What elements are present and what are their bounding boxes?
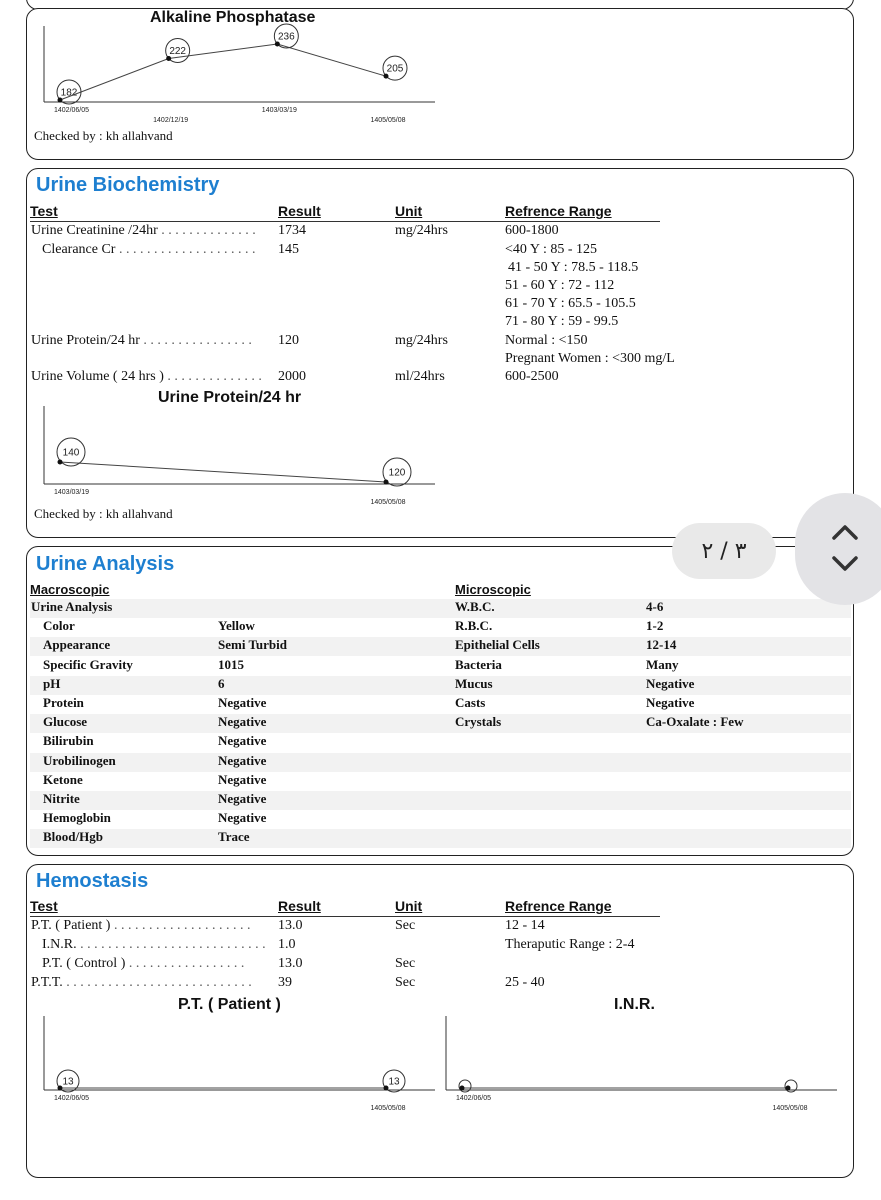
hem-header-range: Refrence Range (505, 898, 612, 914)
urine-analysis-title: Urine Analysis (36, 553, 175, 575)
macro-item-name: Blood/Hgb (43, 829, 103, 844)
table-row-range: Pregnant Women : <300 mg/L (505, 351, 675, 366)
macro-item-value: Semi Turbid (218, 637, 288, 652)
macro-item-value: Yellow (218, 618, 255, 633)
table-row-result: 120 (278, 333, 299, 348)
data-point (384, 480, 389, 485)
micro-item-value: Ca-Oxalate : Few (646, 714, 744, 729)
table-row-test: Urine Volume ( 24 hrs ) . . . . . . . . . . . . . . (31, 369, 262, 384)
urine-protein-chart-title: Urine Protein/24 hr (158, 389, 302, 406)
pt-chart-title: P.T. ( Patient ) (178, 996, 281, 1013)
x-tick-label: 1405/05/08 (370, 499, 406, 506)
micro-item-value: 1-2 (646, 618, 664, 633)
micro-item-name: W.B.C. (455, 599, 495, 614)
table-row (30, 753, 851, 772)
pager-divider-line (776, 546, 796, 547)
data-point (786, 1086, 791, 1091)
table-row-test: Clearance Cr . . . . . . . . . . . . . . . . . . . . (42, 242, 256, 257)
data-point (460, 1086, 465, 1091)
microscopic-header: Microscopic (455, 582, 531, 597)
urine-analysis-group-label: Urine Analysis (31, 599, 113, 614)
macro-item-value: 6 (218, 676, 225, 691)
table-row (30, 676, 851, 695)
table-row-result: 39 (278, 975, 292, 990)
macro-item-name: Color (43, 618, 75, 633)
pt-chart (30, 1010, 450, 1120)
x-tick-label: 1402/06/05 (54, 1095, 90, 1102)
alkaline-chart-title: Alkaline Phosphatase (150, 9, 316, 26)
table-row (30, 599, 851, 618)
data-label: 13 (388, 1076, 400, 1088)
table-row-range: 600-2500 (505, 369, 559, 384)
urine-biochem-title: Urine Biochemistry (36, 174, 220, 196)
micro-item-name: Mucus (455, 676, 493, 691)
data-point (58, 460, 63, 465)
macro-item-value: Negative (218, 772, 267, 787)
micro-item-name: R.B.C. (455, 618, 493, 633)
macro-item-name: Specific Gravity (43, 657, 133, 672)
series-line (60, 462, 386, 482)
macro-item-value: Trace (218, 829, 250, 844)
table-row-result: 1.0 (278, 937, 296, 952)
x-tick-label: 1405/05/08 (370, 1105, 406, 1112)
x-tick-label: 1402/06/05 (54, 107, 90, 114)
hemostasis-title: Hemostasis (36, 870, 149, 892)
page-indicator[interactable]: ٣ / ٢ (672, 523, 776, 579)
ub-header-unit: Unit (395, 203, 423, 219)
micro-item-value: Negative (646, 695, 695, 710)
table-row-test: Urine Creatinine /24hr . . . . . . . . . . . . . . (31, 223, 256, 238)
ub-header-test: Test (30, 203, 58, 219)
micro-item-value: 12-14 (646, 637, 677, 652)
micro-item-value: 4-6 (646, 599, 664, 614)
data-label: 13 (62, 1076, 74, 1088)
data-label: 222 (169, 46, 187, 58)
table-row-unit: mg/24hrs (395, 333, 448, 348)
micro-item-name: Bacteria (455, 657, 502, 672)
x-tick-label: 1403/03/19 (261, 107, 297, 114)
table-row-unit: mg/24hrs (395, 223, 448, 238)
x-tick-label: 1402/12/19 (153, 117, 189, 124)
data-label: 205 (386, 63, 404, 75)
macro-item-name: Hemoglobin (43, 810, 111, 825)
table-row (30, 791, 851, 810)
table-row-test: P.T.T. . . . . . . . . . . . . . . . . . . . . . . . . . . . (31, 975, 252, 990)
table-row-range: 61 - 70 Y : 65.5 - 105.5 (505, 296, 636, 311)
macro-item-value: Negative (218, 733, 267, 748)
data-label: 140 (62, 447, 80, 459)
table-row (30, 637, 851, 656)
macro-item-value: Negative (218, 810, 267, 825)
macroscopic-header: Macroscopic (30, 582, 110, 597)
table-row-test: P.T. ( Patient ) . . . . . . . . . . . . . . . . . . . . (31, 918, 251, 933)
micro-item-name: Casts (455, 695, 486, 710)
x-tick-label: 1405/05/08 (370, 117, 406, 124)
table-row-test: Urine Protein/24 hr . . . . . . . . . . . . . . . . (31, 333, 252, 348)
table-row-unit: ml/24hrs (395, 369, 445, 384)
table-row-range: Normal : <150 (505, 333, 588, 348)
table-row-range: 25 - 40 (505, 975, 545, 990)
macro-item-name: Urobilinogen (43, 753, 116, 768)
urine-protein-chart (30, 400, 450, 510)
macro-item-value: Negative (218, 753, 267, 768)
table-row-result: 145 (278, 242, 299, 257)
ub-header-result: Result (278, 203, 321, 219)
table-row-range: 51 - 60 Y : 72 - 112 (505, 278, 615, 293)
data-label: 182 (60, 87, 78, 99)
table-row (30, 829, 851, 848)
table-row-result: 13.0 (278, 918, 303, 933)
table-row-result: 13.0 (278, 956, 303, 971)
micro-item-name: Crystals (455, 714, 502, 729)
hem-header-rule (30, 916, 660, 917)
micro-item-value: Negative (646, 676, 695, 691)
table-row-range: 71 - 80 Y : 59 - 99.5 (505, 314, 619, 329)
hem-header-unit: Unit (395, 898, 423, 914)
table-row-result: 2000 (278, 369, 306, 384)
inr-chart (432, 1010, 852, 1120)
inr-chart-title: I.N.R. (614, 996, 655, 1013)
macro-item-name: Appearance (43, 637, 111, 652)
table-row-result: 1734 (278, 223, 306, 238)
table-row-range: Theraputic Range : 2-4 (505, 937, 635, 952)
chevron-down-icon[interactable] (831, 555, 859, 573)
page-nav (795, 493, 881, 605)
table-row-test: P.T. ( Control ) . . . . . . . . . . . . . . . . . (42, 956, 245, 971)
macro-item-value: 1015 (218, 657, 244, 672)
macro-item-name: Protein (43, 695, 84, 710)
table-row-range: 12 - 14 (505, 918, 545, 933)
alkaline-chart (30, 20, 450, 130)
x-tick-label: 1403/03/19 (54, 489, 90, 496)
macro-item-value: Negative (218, 695, 267, 710)
table-row-unit: Sec (395, 918, 416, 933)
macro-item-name: Bilirubin (43, 733, 94, 748)
macro-item-value: Negative (218, 714, 267, 729)
macro-item-value: Negative (218, 791, 267, 806)
data-label: 236 (277, 31, 295, 43)
chevron-up-icon[interactable] (831, 523, 859, 541)
table-row-range: 600-1800 (505, 223, 559, 238)
ub-header-rule (30, 221, 660, 222)
x-tick-label: 1402/06/05 (456, 1095, 492, 1102)
table-row-unit: Sec (395, 956, 416, 971)
table-row-unit: Sec (395, 975, 416, 990)
micro-item-name: Epithelial Cells (455, 637, 540, 652)
series-line (60, 44, 386, 100)
hem-header-test: Test (30, 898, 58, 914)
urine-biochem-checked-by: Checked by : kh allahvand (34, 506, 173, 521)
data-label: 120 (388, 467, 406, 479)
ub-header-range: Refrence Range (505, 203, 612, 219)
alkaline-checked-by: Checked by : kh allahvand (34, 128, 173, 143)
macro-item-name: Ketone (43, 772, 83, 787)
macro-item-name: Glucose (43, 714, 88, 729)
x-tick-label: 1405/05/08 (772, 1105, 808, 1112)
table-row-range: <40 Y : 85 - 125 (505, 242, 598, 257)
hem-header-result: Result (278, 898, 321, 914)
macro-item-name: pH (43, 676, 61, 691)
micro-item-value: Many (646, 657, 679, 672)
macro-item-name: Nitrite (43, 791, 80, 806)
table-row-test: I.N.R. . . . . . . . . . . . . . . . . . . . . . . . . . . . (42, 937, 266, 952)
table-row-range: 41 - 50 Y : 78.5 - 118.5 (508, 260, 639, 275)
